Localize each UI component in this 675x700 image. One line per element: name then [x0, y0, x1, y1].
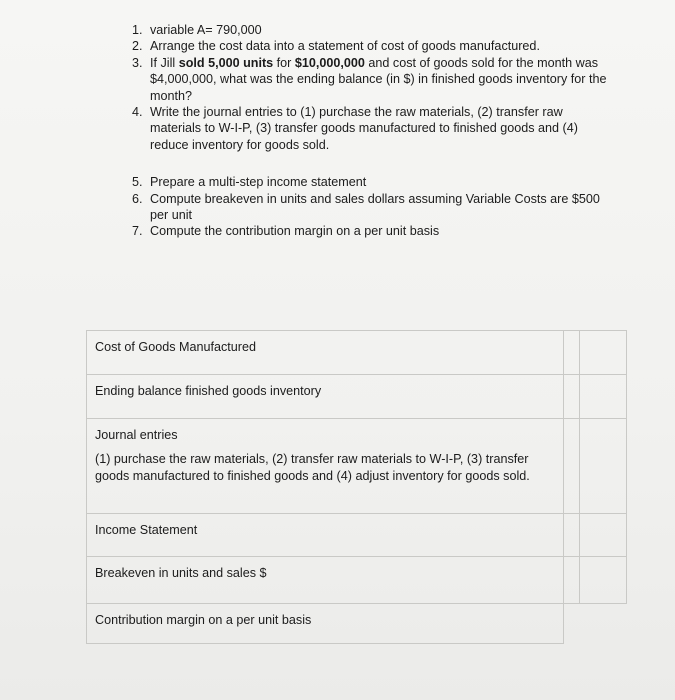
question-list	[112, 22, 617, 240]
table-row	[87, 604, 627, 644]
question-text: variable A= 790,000	[150, 23, 262, 37]
answer-cell[interactable]	[580, 375, 627, 419]
answer-cell[interactable]	[564, 604, 580, 644]
answer-cell[interactable]	[580, 331, 627, 375]
answer-cell[interactable]	[580, 604, 627, 644]
table-row	[87, 331, 627, 375]
question-text-part: for	[273, 55, 295, 70]
question-text: Write the journal entries to (1) purchase the raw materials, (2) transfer raw materials to W-I-P, (3) transfer goods manufactured to finished goods and (4) reduce inventory for goods sold.	[150, 105, 578, 152]
question-text-part: and cost of goods sold for the month was $4,000,000, what was the ending balance (in $) in finished goods inventory for the month?	[150, 55, 607, 103]
question-number: 7.	[132, 224, 143, 239]
row-label-income-statement: Income Statement	[87, 514, 564, 557]
row-label-ending-fg: Ending balance finished goods inventory	[87, 375, 564, 419]
question-item	[112, 191, 617, 224]
table-row	[87, 419, 627, 514]
question-item	[112, 104, 617, 153]
question-item	[112, 22, 617, 38]
answer-cell[interactable]	[564, 557, 580, 604]
question-text-part: If Jill	[150, 55, 179, 70]
list-spacer	[112, 153, 617, 174]
question-number: 2.	[132, 39, 143, 54]
table-row	[87, 557, 627, 604]
question-text: Compute the contribution margin on a per unit basis	[150, 224, 440, 239]
answer-cell[interactable]	[580, 557, 627, 604]
answer-cell[interactable]	[564, 419, 580, 514]
question-number: 6.	[132, 191, 143, 206]
question-text-bold: $10,000,000	[294, 55, 365, 70]
question-number: 5.	[132, 175, 143, 190]
row-journal-entries	[87, 419, 564, 514]
question-text: Arrange the cost data into a statement of cost of goods manufactured.	[150, 39, 540, 54]
row-label-cogm: Cost of Goods Manufactured	[87, 331, 564, 375]
answer-cell[interactable]	[580, 419, 627, 514]
question-text: Prepare a multi-step income statement	[150, 175, 367, 190]
row-detail-journal: (1) purchase the raw materials, (2) transfer raw materials to W-I-P, (3) transfer goods manufactured to finished goods and (4) adjust inventory for goods sold.	[95, 452, 530, 483]
answer-cell[interactable]	[564, 331, 580, 375]
row-label-journal: Journal entries	[95, 428, 178, 442]
question-number: 3.	[132, 55, 143, 70]
row-label-breakeven: Breakeven in units and sales $	[87, 557, 564, 604]
answer-cell[interactable]	[564, 514, 580, 557]
question-item	[112, 174, 617, 190]
question-text: Compute breakeven in units and sales dollars assuming Variable Costs are $500 per unit	[150, 191, 600, 223]
table-row	[87, 375, 627, 419]
answer-table	[86, 330, 627, 644]
row-label-contribution-margin: Contribution margin on a per unit basis	[87, 604, 564, 644]
question-number: 4.	[132, 105, 143, 120]
table-row	[87, 514, 627, 557]
question-number: 1.	[132, 23, 143, 37]
question-item	[112, 223, 617, 239]
answer-cell[interactable]	[580, 514, 627, 557]
question-text-bold: sold 5,000 units	[178, 55, 274, 70]
question-item	[112, 38, 617, 54]
question-item	[112, 55, 617, 104]
answer-cell[interactable]	[564, 375, 580, 419]
